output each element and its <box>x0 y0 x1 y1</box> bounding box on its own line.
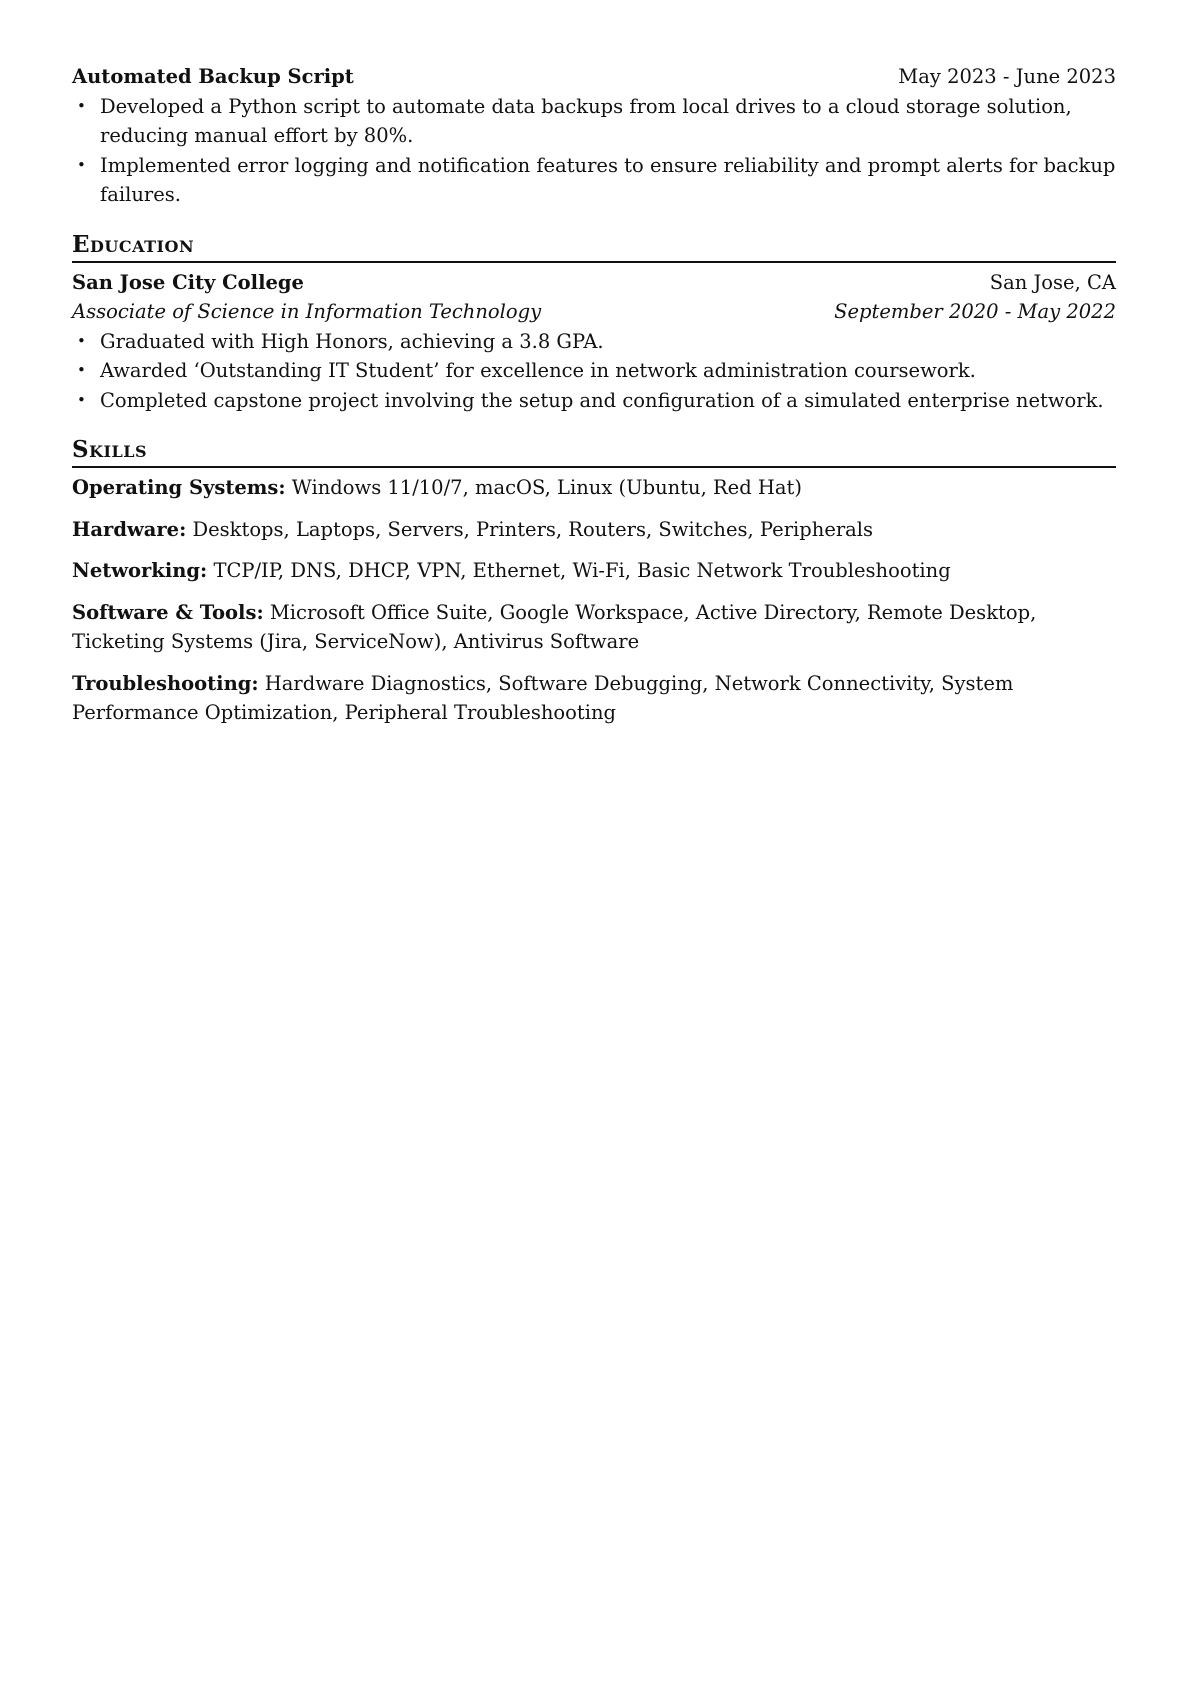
project-header <box>72 62 1116 92</box>
school-location: San Jose, CA <box>989 270 1116 294</box>
bullet-icon: • <box>77 155 86 174</box>
project-dates: May 2023 - June 2023 <box>898 65 1116 88</box>
section-divider <box>72 261 1116 263</box>
skill-value: TCP/IP, DNS, DHCP, VPN, Ethernet, Wi-Fi, Basic Network Troubleshooting <box>213 559 951 582</box>
section-heading-skills: Skills <box>72 436 148 463</box>
bullet-text: Graduated with High Honors, achieving a 3.8 GPA. <box>100 329 604 353</box>
skill-label: Operating Systems: <box>72 476 286 499</box>
list-item <box>72 327 1116 357</box>
education-header <box>72 268 1116 298</box>
skill-value: Desktops, Laptops, Servers, Printers, Routers, Switches, Peripherals <box>192 517 874 541</box>
skill-line <box>72 556 1116 586</box>
education-bullets <box>72 327 1116 416</box>
degree: Associate of Science in Information Technology <box>72 300 542 323</box>
education-subheader <box>72 297 1116 327</box>
list-item <box>72 386 1116 416</box>
list-item <box>72 356 1116 386</box>
skill-value: Windows 11/10/7, macOS, Linux (Ubuntu, Red Hat) <box>291 476 802 499</box>
skill-label: Hardware: <box>72 517 187 541</box>
education-dates: September 2020 - May 2022 <box>834 300 1116 323</box>
skill-line <box>72 515 1116 545</box>
skill-label: Software & Tools: <box>72 600 264 624</box>
section-divider <box>72 466 1116 468</box>
bullet-icon: • <box>77 361 86 379</box>
skill-line <box>72 669 1116 728</box>
resume-page <box>72 62 1116 740</box>
project-entry <box>72 62 1116 210</box>
list-item <box>72 151 1116 210</box>
bullet-text: Awarded ‘Outstanding IT Student’ for excellence in network administration coursework. <box>100 359 976 382</box>
skill-value: Hardware Diagnostics, Software Debugging, Network Connectivity, System Performance Optimization, Peripheral Troubleshooting <box>72 671 1014 724</box>
section-heading-education: Education <box>72 230 195 258</box>
project-bullets <box>72 92 1116 210</box>
bullet-icon: • <box>77 390 86 409</box>
skill-line <box>72 473 1116 503</box>
bullet-text: Completed capstone project involving the setup and configuration of a simulated enterprise network. <box>100 388 1104 412</box>
education-section <box>72 230 1116 416</box>
project-title: Automated Backup Script <box>72 65 354 88</box>
bullet-icon: • <box>77 331 86 350</box>
list-item <box>72 92 1116 151</box>
skill-value: Microsoft Office Suite, Google Workspace, Active Directory, Remote Desktop, Ticketing Systems (Jira, ServiceNow), Antivirus Software <box>72 600 1037 653</box>
skill-line <box>72 598 1116 657</box>
bullet-icon: • <box>77 96 86 115</box>
skill-label: Troubleshooting: <box>72 671 259 695</box>
school-name: San Jose City College <box>72 270 304 294</box>
bullet-text: Implemented error logging and notification features to ensure reliability and prompt alerts for backup failures. <box>100 153 1116 206</box>
bullet-text: Developed a Python script to automate data backups from local drives to a cloud storage solution, reducing manual effort by 80%. <box>100 94 1072 147</box>
skills-section <box>72 435 1116 728</box>
skill-label: Networking: <box>72 559 208 582</box>
